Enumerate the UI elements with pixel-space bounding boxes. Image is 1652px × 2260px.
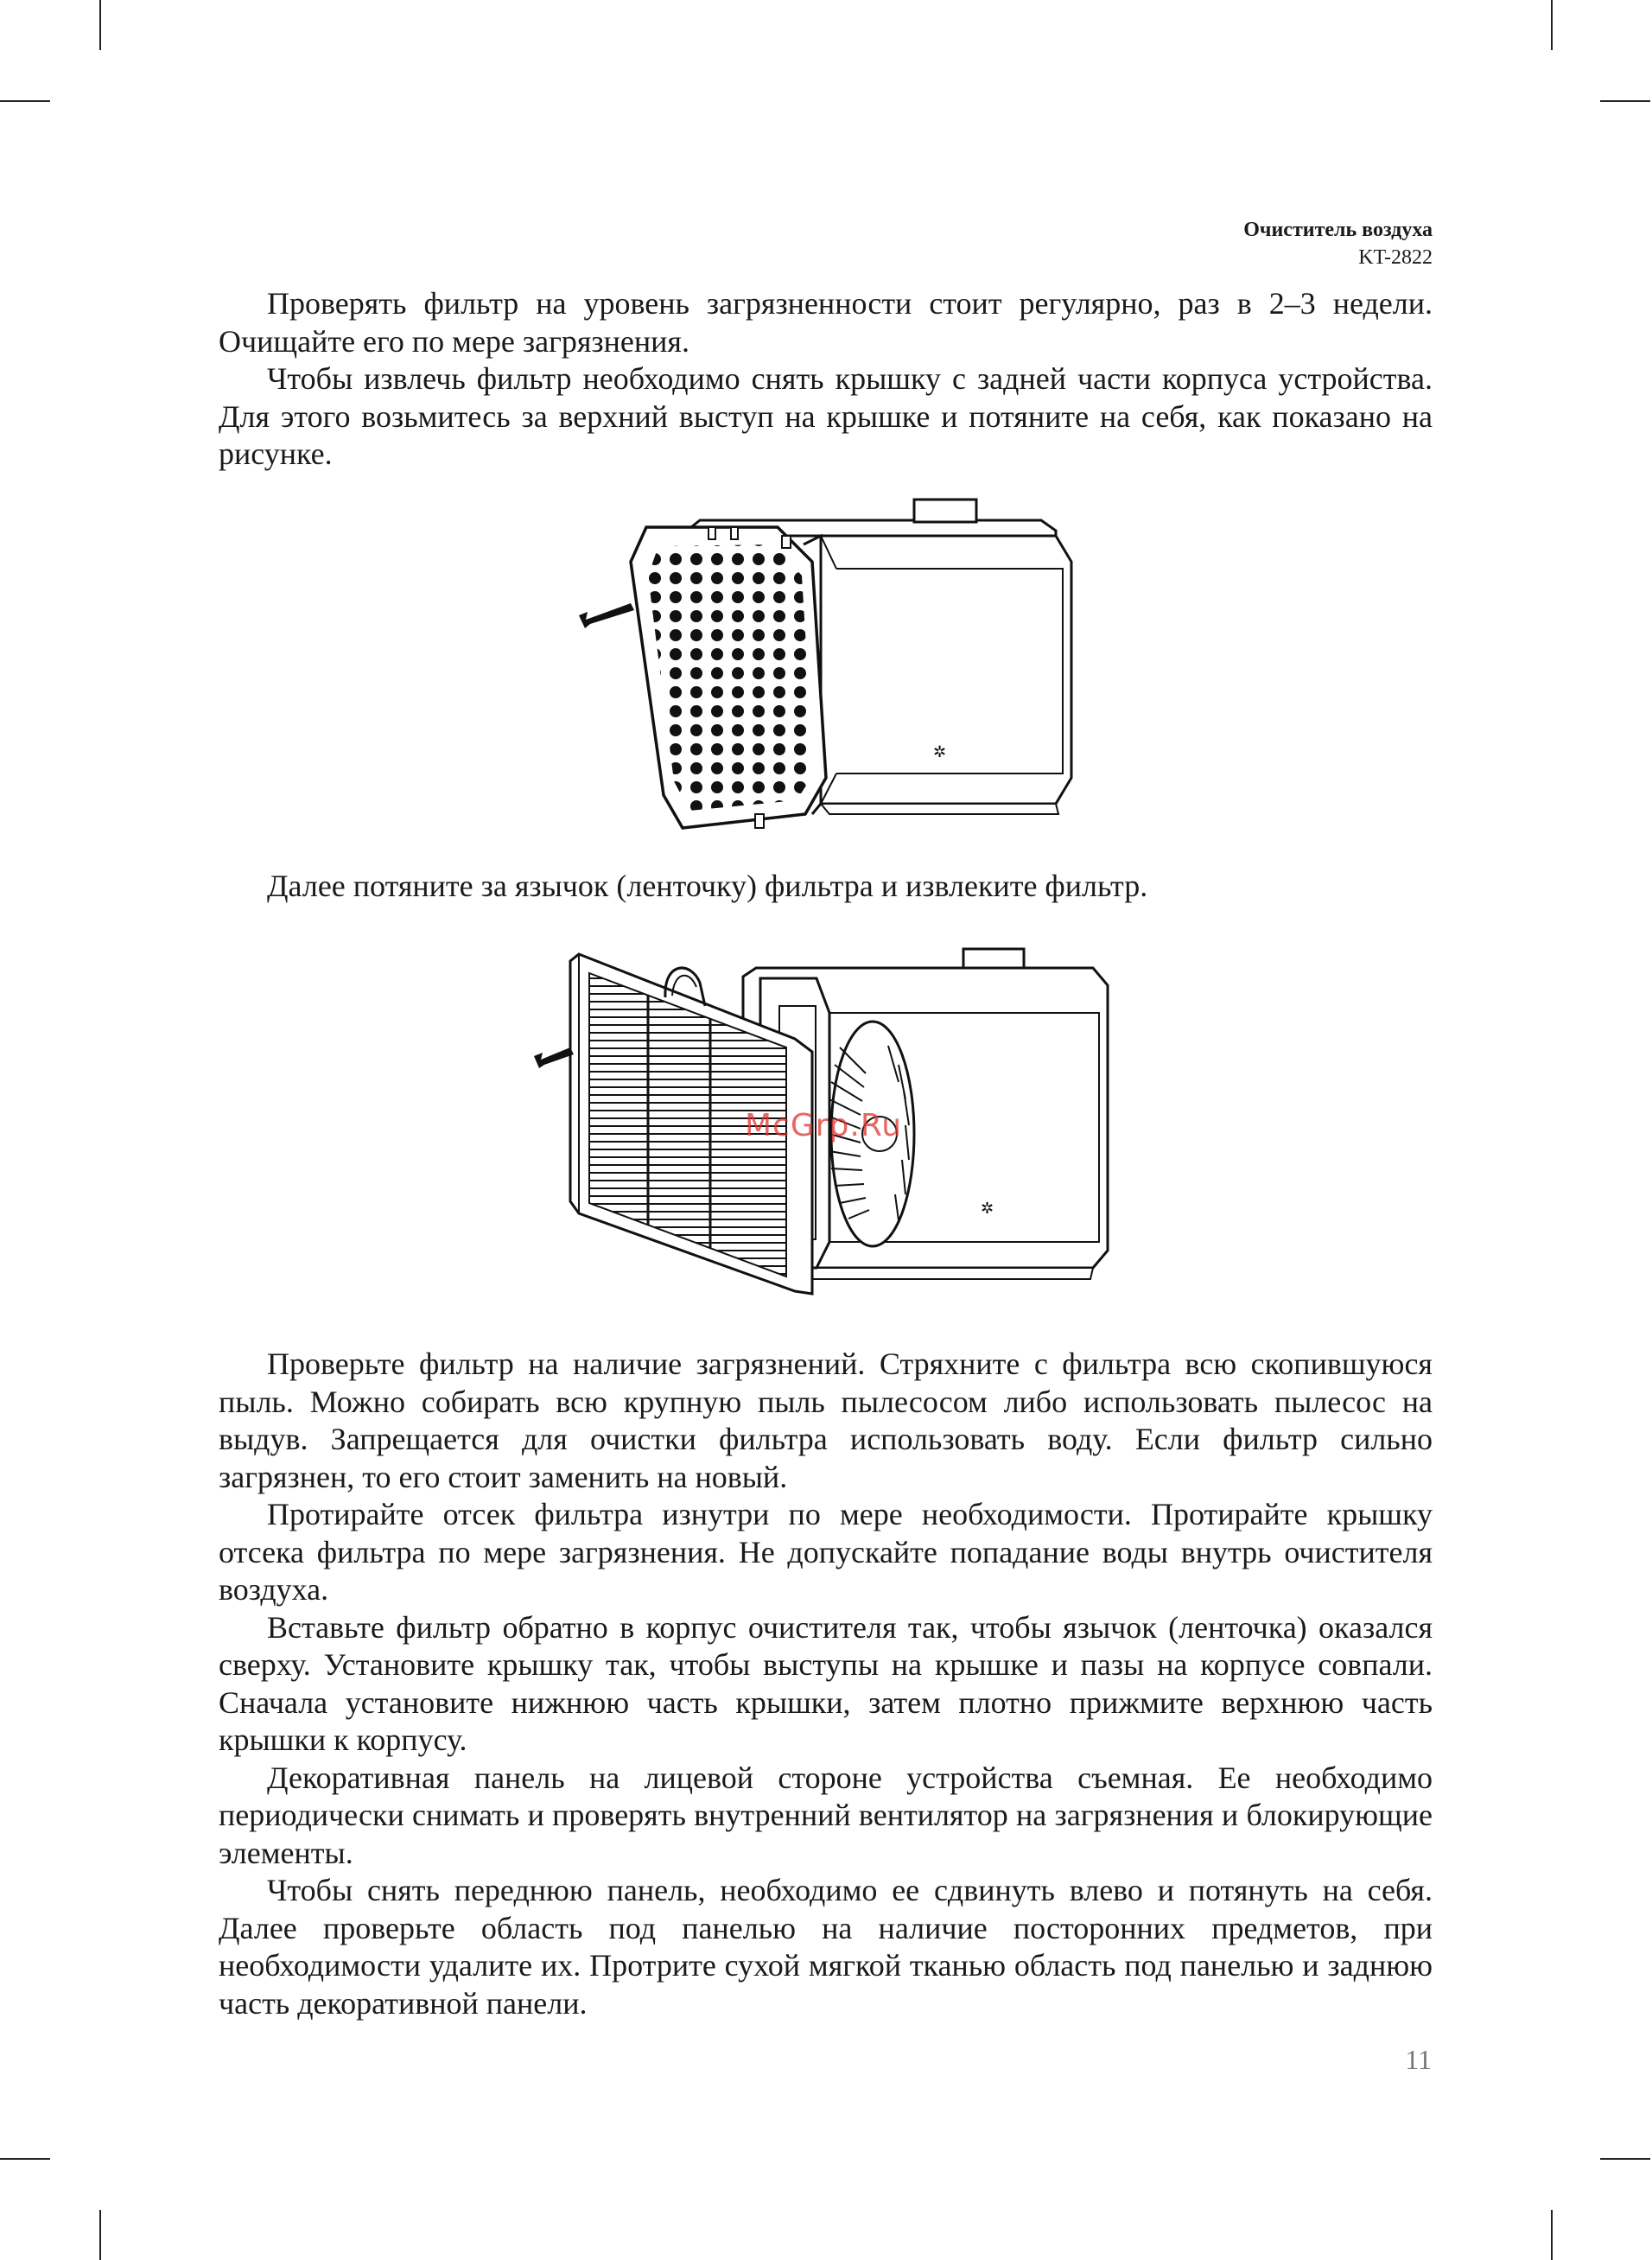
paragraph: Вставьте фильтр обратно в корпус очистителя так, чтобы язычок (ленточка) оказался сверху. Установите крышку так, чтобы выступы на крышке и пазы на корпусе совпали. Сначала установите нижнюю часть крышки, затем плотно прижмите верхнюю часть крышки к корпусу. — [219, 1609, 1433, 1757]
paragraph: Декоративная панель на лицевой стороне устройства съемная. Ее необходимо периодически снимать и проверять внутренний вентилятор на загрязнения и блокирующие элементы. — [219, 1760, 1433, 1870]
page-number: 11 — [1405, 2044, 1432, 2075]
crop-mark — [0, 2158, 50, 2160]
cover-illustration — [562, 493, 1080, 856]
top-text-block — [219, 285, 1433, 474]
paragraph: Чтобы извлечь фильтр необходимо снять крышку с задней части корпуса устройства. Для этого возьмитесь за верхний выступ на крышке и потяните на себя, как показано на рисунке. — [219, 361, 1433, 471]
crop-mark — [99, 0, 101, 50]
crop-mark — [99, 2210, 101, 2260]
paragraph: Проверьте фильтр на наличие загрязнений. Стряхните с фильтра всю скопившуюся пыль. Можно собирать всю крупную пыль пылесосом либо использовать пылесос на выдув. Запрещается для очистки фильтра использовать воду. Если фильтр сильно загрязнен, то его стоит заменить на новый. — [219, 1346, 1433, 1494]
crop-mark — [1551, 2210, 1553, 2260]
paragraph: Проверять фильтр на уровень загрязненности стоит регулярно, раз в 2–3 недели. Очищайте его по мере загрязнения. — [219, 286, 1433, 359]
top-button — [914, 500, 976, 522]
paragraph: Протирайте отсек фильтра изнутри по мере необходимости. Протирайте крышку отсека фильтра по мере загрязнения. Не допускайте попадание воды внутрь очистителя воздуха. — [219, 1497, 1433, 1607]
svg-text:✲: ✲ — [933, 743, 947, 761]
crop-mark — [1600, 2158, 1650, 2160]
svg-text:✲: ✲ — [981, 1200, 994, 1218]
paragraph: Чтобы снять переднюю панель, необходимо ее сдвинуть влево и потянуть на себя. Далее проверьте область под панелью на наличие посторонних предметов, при необходимости удалите их. Протрите сухой мягкой тканью область под панелью и заднюю часть декоративной панели. — [219, 1873, 1433, 2021]
running-header — [1243, 216, 1433, 271]
crop-mark — [1600, 100, 1650, 102]
crop-mark — [1551, 0, 1553, 50]
figure-remove-cover — [562, 493, 1080, 856]
paragraph: Далее потяните за язычок (ленточку) фильтра и извлеките фильтр. — [267, 869, 1148, 903]
middle-text-block — [219, 868, 1433, 906]
crop-mark — [0, 100, 50, 102]
watermark-text: McGrp.Ru — [745, 1108, 903, 1143]
bottom-text-block — [219, 1346, 1433, 2022]
header-model: KT-2822 — [1358, 246, 1433, 269]
header-title: Очиститель воздуха — [1243, 219, 1433, 241]
